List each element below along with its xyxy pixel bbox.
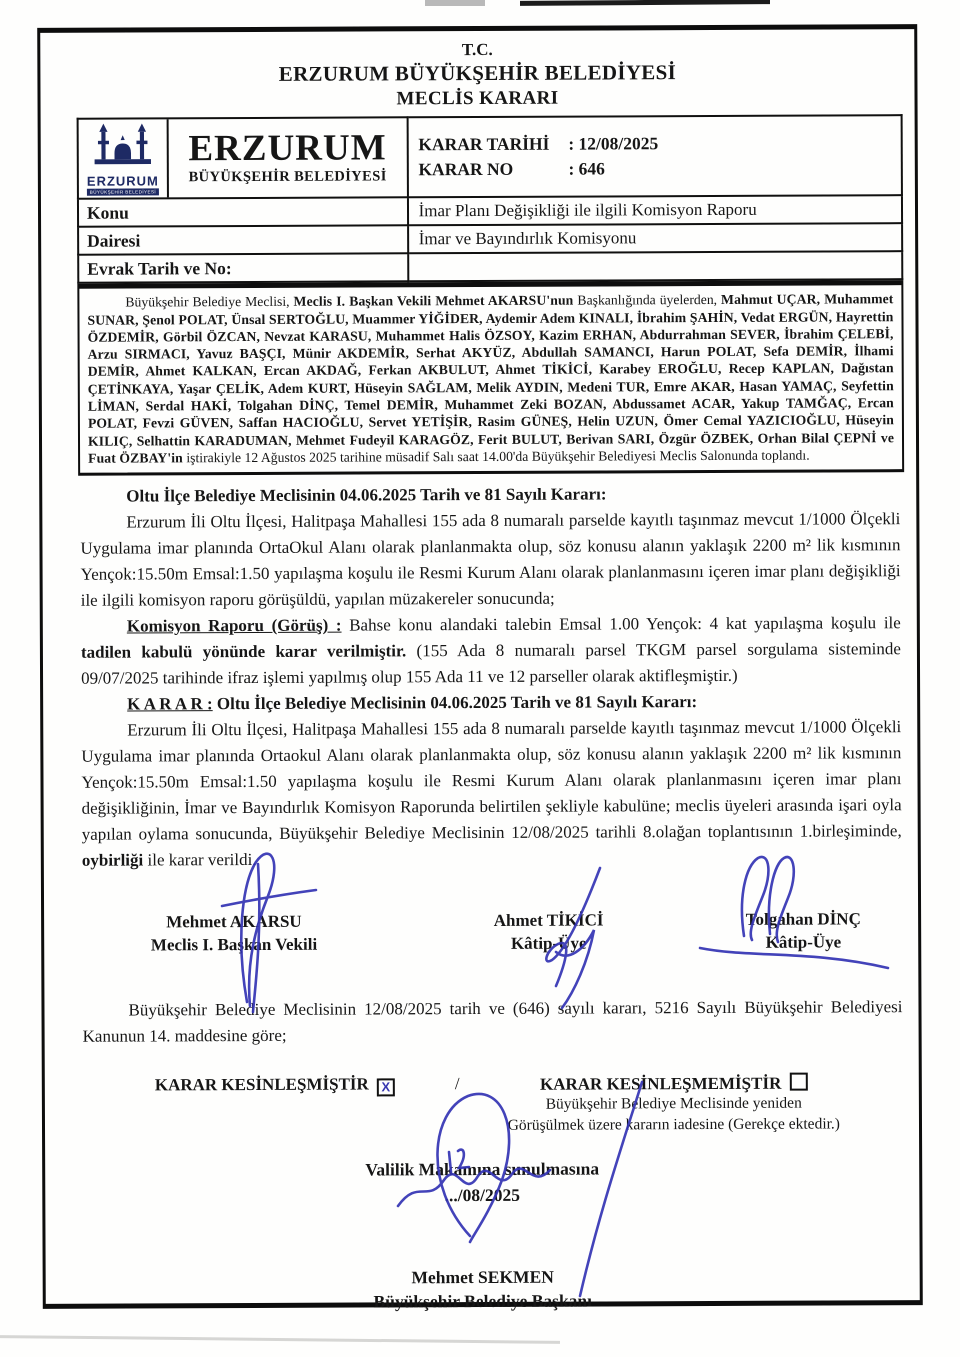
paragraph-request: Erzurum İli Oltu İlçesi, Halitpaşa Mahallesi 155 ada 8 numaralı parselde kayıtlı taşınmaz mevcut 1/1000 Ölçekli Uygulama imar planında OrtaOkul Alanı olarak planlanmakta olup, söz konusu alanın yaklaşık 2200 m² lik kısmının Yençok:15.50m Emsal:1.50 yapılaşma koşulu ile Resmi Kurum Alanı olarak planlanmasını içeren imar planı değişikliği ile ilgili komisyon raporu görüşüldü, yapılan müzakereler sonucunda; [80, 509, 901, 610]
brand-subtitle: BÜYÜKŞEHİR BELEDİYESİ [188, 168, 387, 186]
not-finalized-label: KARAR KESİNLEŞMEMİŞTİR [507, 1073, 839, 1095]
signer-name: Mehmet AKARSU [166, 911, 302, 932]
not-finalized-block [507, 1073, 840, 1137]
decision-date-value: : 12/08/2025 [568, 133, 659, 154]
subject-value: İmar Planı Değişikliği ile ilgili Komisyon Raporu [408, 195, 903, 225]
signer-title: Kâtip-Üye [510, 933, 587, 954]
decision-no-row [418, 155, 891, 182]
mayor-signature-block [46, 1264, 920, 1315]
decision-no-value: : 646 [568, 158, 605, 179]
table-row [78, 195, 902, 227]
table-row [78, 223, 902, 255]
signature-block-clerk2 [688, 908, 918, 955]
doc-header [40, 29, 914, 112]
scan-artifact [0, 1335, 560, 1344]
title-tc: T.C. [461, 39, 493, 60]
department-value: İmar ve Bayındırlık Komisyonu [408, 223, 903, 253]
not-finalized-checkbox [789, 1073, 807, 1091]
mayor-title: Büyükşehir Belediye Başkanı [373, 1290, 593, 1312]
signature-block-chair [114, 911, 354, 958]
signature-row [44, 908, 918, 958]
page-frame [37, 24, 923, 1312]
document-date-no-label: Evrak Tarih ve No: [78, 254, 408, 283]
karar-heading: K A R A R : Oltu İlçe Belediye Meclisinin 04.06.2025 Tarih ve 81 Sayılı Kararı: [127, 692, 698, 714]
table-row [78, 251, 902, 283]
signer-name: Tolgahan DİNÇ [745, 909, 861, 930]
decision-date-row [418, 130, 891, 157]
mayor-name: Mehmet SEKMEN [411, 1266, 554, 1288]
scan-artifact [425, 0, 485, 6]
logo-badge-name: ERZURUM [86, 173, 159, 189]
attendance-box [77, 280, 904, 476]
municipality-logo [79, 120, 169, 198]
paragraph-commission: Komisyon Raporu (Görüş) : Bahse konu alandaki talebin Emsal 1.00 Yençok: 4 kat yapılaşma koşulu ile tadilen kabulü yönünde karar verilmiştir. (155 Ada 8 numaralı parsel TKGM parsel sorgulama sisteminde 09/07/2025 tarihinde ifraz işlemi yapılmış olup 155 Ada 11 ve 12 parseller olarak aktifleşmiştir.) [80, 613, 901, 688]
decision-meta-cell [407, 115, 902, 197]
title-doc-type: MECLİS KARARI [396, 87, 559, 109]
logo-badge-subtitle: BÜYÜKŞEHİR BELEDİYESİ [87, 188, 159, 195]
finalization-row [83, 1072, 903, 1138]
scan-artifact [520, 0, 770, 6]
commission-report-label: Komisyon Raporu (Görüş) : [126, 615, 342, 636]
submission-line: Valilik Makamına sunulmasına [365, 1158, 600, 1180]
decision-date-label: KARAR TARİHİ [418, 133, 550, 155]
section-heading-oltu: Oltu İlçe Belediye Meclisinin 04.06.2025 Tarih ve 81 Sayılı Kararı: [126, 484, 607, 506]
department-label: Dairesi [78, 226, 408, 255]
brand-name: ERZURUM [188, 127, 387, 170]
return-note-line1: Büyükşehir Belediye Meclisinde yeniden [545, 1094, 802, 1113]
paragraph-resolution: Erzurum İli Oltu İlçesi, Halitpaşa Mahallesi 155 ada 8 numaralı parselde kayıtlı taşınmaz mevcut 1/1000 Ölçekli Uygulama imar planında Ortaokul Alanı olarak planlanmakta olup, söz konusu alanın yaklaşık 2200 m² lik kısmının Yençok:15.50m Emsal:1.50 yapılaşma koşulu ile Resmi Kurum Alanı olarak planlanmasını içeren imar planı değişikliğinin, İmar ve Bayındırlık Komisyon Raporunda belirtilen şekliyle kabulüne; meclis üyeleri arasında işari oyla yapılan oylama sonucunda, Büyükşehir Belediye Meclisinin 12/08/2025 tarihli 8.olağan toplantısının 1.birleşiminde, oybirliği ile karar verildi. [81, 717, 902, 870]
signer-title: Kâtip-Üye [765, 932, 842, 952]
attendance-paragraph: Büyükşehir Belediye Meclisi, Meclis I. Başkan Vekili Mehmet AKARSU'nun Başkanlığında üyelerden, Mahmut UÇAR, Muhammet SUNAR, Şenol POLAT, Ünsal SERTOĞLU, Muammer YİĞİDER, Aydemir Adem KINALI, İbrahim ŞAHİN, Vedat ERGÜN, Hayrettin ÖZDEMİR, Görbil ÖZCAN, Nevzat KARASU, Muhammet Halis ÖZSOY, Kazim ERHAN, Abdurrahman SEVER, İbrahim ÇELEBİ, Arzu SIRMACI, Yavuz BAŞÇI, Münir AKDEMİR, Serhat AKYÜZ, Abdullah SAMANCI, Harun POLAT, Sefa DEMİR, İlhami DEMİR, Ahmet KALKAN, Ercan AKDAĞ, Ferkan AKBULUT, Ahmet TİKİCİ, Karabey EROĞLU, Recep KAPLAN, Dağıstan ÇETİNKAYA, Yaşar ÇELİK, Adem KURT, Hüseyin SAĞLAM, Melik AYDIN, Medeni TUR, Emre AKAR, Hasan YAMAÇ, Seyfettin LİMAN, Serdal HAKİ, Tolgahan DİNÇ, Temel DEMİR, Muhammet Zeki BOZAN, Abdussamet ACAR, Yakup TAMĞAÇ, Ercan POLAT, Fevzi GÜVEN, Saffan HACIOĞLU, Servet YETİŞİR, Rasim GÜNEŞ, Helin UZUN, Ömer Cemal YAZICIOĞLU, Hüseyin KILIÇ, Selhattin KARADUMAN, Mehmet Fudeyil KARAGÖZ, Ferit BULUT, Berivan SARI, Özgür ÖZBEK, Orhan Bilal ÇEPNİ ve Fuat ÖZBAY'in iştirakiyle 12 Ağustos 2025 tarihine müsadif Salı saat 14.00'da Büyükşehir Belediyesi Meclis Salonunda toplandı. [87, 291, 895, 466]
unanimity-bold: oybirliği [81, 850, 144, 870]
subject-label: Konu [78, 198, 408, 227]
title-organization: ERZURUM BÜYÜKŞEHİR BELEDİYESİ [278, 60, 677, 87]
signer-name: Ahmet TİKİCİ [493, 910, 604, 931]
document-date-no-value [408, 251, 903, 281]
closing-paragraph: Büyükşehir Belediye Meclisinin 12/08/2025 tarih ve (646) sayılı kararı, 5216 Sayılı Büyükşehir Belediyesi Kanunun 14. maddesine göre; [82, 997, 903, 1046]
decision-no-label: KARAR NO [418, 159, 514, 180]
brand-cell [78, 118, 408, 199]
finalized-label: KARAR KESİNLEŞMİŞTİR X [155, 1074, 395, 1097]
finalized-checkbox: X [377, 1078, 395, 1096]
decision-body [80, 480, 902, 874]
submission-block [45, 1155, 919, 1210]
commission-decision-bold: tadilen kabulü yönünde karar verilmiştir. [80, 641, 407, 662]
slash-separator: / [454, 1074, 460, 1094]
karar-label: K A R A R : [127, 694, 213, 714]
signer-title: Meclis I. Başkan Vekili [150, 934, 318, 955]
header-table [77, 114, 904, 284]
return-note-line2: Görüşülmek üzere kararın iadesine (Gerekçe ektedir.) [507, 1115, 840, 1134]
twin-minaret-mosque-icon [90, 122, 156, 173]
signature-block-clerk1 [439, 909, 659, 956]
submission-date: .../08/2025 [444, 1185, 521, 1206]
